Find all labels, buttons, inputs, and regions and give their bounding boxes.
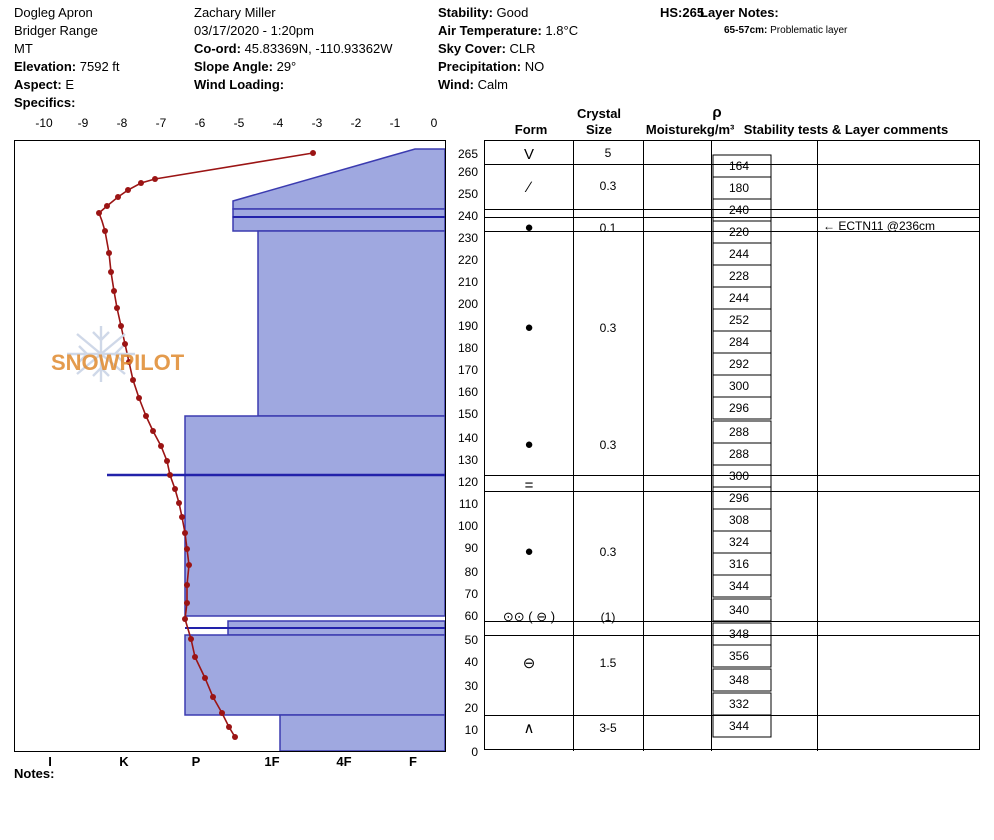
snowpilot-logo bbox=[43, 324, 223, 394]
mountain-range: Bridger Range bbox=[14, 23, 98, 38]
hardness-scale bbox=[14, 750, 446, 772]
depth-tick-230: 230 bbox=[457, 231, 478, 245]
header-column-observer bbox=[194, 4, 434, 94]
annotation-text: ECTN11 @236cm bbox=[838, 219, 935, 233]
depth-tick-10: 10 bbox=[464, 723, 478, 737]
density-value-180: 284 bbox=[728, 335, 750, 349]
aspect-value: E bbox=[65, 77, 74, 92]
header-column-layer-notes bbox=[700, 4, 990, 40]
temp-tick--8: -8 bbox=[116, 116, 128, 130]
hardness-tick-F: F bbox=[409, 754, 417, 769]
depth-axis bbox=[444, 140, 482, 759]
density-value-20: 332 bbox=[728, 697, 750, 711]
temp-tick--2: -2 bbox=[350, 116, 362, 130]
table-col-divider-2 bbox=[643, 141, 644, 751]
specifics-label: Specifics: bbox=[14, 95, 76, 110]
elevation-value: 7592 ft bbox=[79, 59, 120, 74]
hardness-tick-1F: 1F bbox=[264, 754, 280, 769]
crystal-size-7: (1) bbox=[600, 610, 616, 624]
temp-tick--6: -6 bbox=[194, 116, 206, 130]
crystal-form-8: ⊖ bbox=[522, 655, 536, 672]
depth-tick-130: 130 bbox=[457, 453, 478, 467]
depth-tick-240: 240 bbox=[457, 209, 478, 223]
temp-tick--3: -3 bbox=[311, 116, 323, 130]
density-value-10: 344 bbox=[728, 719, 750, 733]
hs-label: HS: bbox=[660, 5, 683, 20]
depth-tick-200: 200 bbox=[457, 297, 478, 311]
crystal-form-4: ● bbox=[524, 436, 534, 453]
depth-tick-140: 140 bbox=[457, 431, 478, 445]
temp-tick--10: -10 bbox=[35, 116, 53, 130]
depth-tick-100: 100 bbox=[457, 519, 478, 533]
observer-name: Zachary Miller bbox=[194, 5, 276, 20]
density-value-230: 220 bbox=[728, 225, 750, 239]
wind-loading-label: Wind Loading: bbox=[194, 77, 285, 92]
profile-header bbox=[0, 0, 994, 108]
depth-tick-50: 50 bbox=[464, 633, 478, 647]
slope-angle-value: 29° bbox=[276, 59, 297, 74]
column-header-moisture: Moisture bbox=[645, 122, 701, 137]
density-value-100: 308 bbox=[728, 513, 750, 527]
depth-tick-210: 210 bbox=[457, 275, 478, 289]
snow-profile-plot bbox=[14, 140, 446, 752]
density-value-210: 228 bbox=[728, 269, 750, 283]
precipitation-value: NO bbox=[524, 59, 545, 74]
sky-cover-value: CLR bbox=[509, 41, 536, 56]
slope-angle-label: Slope Angle: bbox=[194, 59, 273, 74]
density-value-90: 324 bbox=[728, 535, 750, 549]
layer-notes-label: Layer Notes: bbox=[700, 5, 779, 20]
density-value-120: 300 bbox=[728, 469, 750, 483]
observation-datetime: 03/17/2020 - 1:20pm bbox=[194, 23, 314, 38]
depth-tick-170: 170 bbox=[457, 363, 478, 377]
stability-annotation-ectn11 bbox=[823, 219, 935, 233]
crystal-form-1: ∕ bbox=[527, 179, 531, 196]
crystal-size-4: 0.3 bbox=[599, 438, 617, 452]
crystal-form-3: ● bbox=[524, 319, 534, 336]
notes-label: Notes: bbox=[14, 766, 55, 781]
column-header-size: Size bbox=[585, 122, 612, 137]
stability-label: Stability: bbox=[438, 5, 493, 20]
data-table-header bbox=[484, 104, 980, 140]
depth-tick-0: 0 bbox=[471, 745, 478, 759]
header-column-site bbox=[14, 4, 194, 112]
depth-tick-90: 90 bbox=[464, 541, 478, 555]
sky-cover-label: Sky Cover: bbox=[438, 41, 506, 56]
state: MT bbox=[14, 41, 33, 56]
density-value-50: 348 bbox=[728, 627, 750, 641]
table-col-divider-4 bbox=[817, 141, 818, 751]
crystal-form-7: ⊙⊙ ( ⊖ ) bbox=[502, 609, 556, 624]
temperature-scale bbox=[14, 116, 446, 140]
density-value-240: 240 bbox=[728, 203, 750, 217]
hardness-tick-P: P bbox=[191, 754, 201, 769]
density-value-70: 344 bbox=[728, 579, 750, 593]
layer-note-depth: 65-57cm: bbox=[724, 25, 768, 36]
density-value-130: 288 bbox=[728, 447, 750, 461]
density-boxes bbox=[711, 141, 817, 751]
wind-value: Calm bbox=[477, 77, 508, 92]
column-header-rho: ρ bbox=[712, 104, 722, 121]
crystal-size-1: 0.3 bbox=[599, 179, 617, 193]
temp-tick-0: 0 bbox=[430, 116, 438, 130]
depth-tick-30: 30 bbox=[464, 679, 478, 693]
density-value-250: 180 bbox=[728, 181, 750, 195]
crystal-size-2: 0.1 bbox=[599, 221, 617, 235]
density-value-200: 244 bbox=[728, 291, 750, 305]
temperature-profile-line bbox=[15, 141, 445, 751]
depth-tick-180: 180 bbox=[457, 341, 478, 355]
temp-tick--4: -4 bbox=[272, 116, 284, 130]
density-value-110: 296 bbox=[728, 491, 750, 505]
air-temperature-value: 1.8°C bbox=[545, 23, 579, 38]
depth-tick-110: 110 bbox=[458, 497, 478, 511]
column-header-crystal: Crystal bbox=[576, 106, 622, 121]
crystal-form-5: = bbox=[524, 477, 534, 494]
depth-tick-70: 70 bbox=[464, 587, 478, 601]
column-header-form: Form bbox=[514, 122, 548, 137]
density-value-190: 252 bbox=[728, 313, 750, 327]
hardness-tick-4F: 4F bbox=[336, 754, 352, 769]
depth-tick-260: 260 bbox=[457, 165, 478, 179]
site-name: Dogleg Apron bbox=[14, 5, 93, 20]
column-header-stability: Stability tests & Layer comments bbox=[743, 122, 949, 137]
depth-tick-80: 80 bbox=[464, 565, 478, 579]
crystal-size-8: 1.5 bbox=[599, 656, 617, 670]
elevation-label: Elevation: bbox=[14, 59, 77, 74]
air-temperature-label: Air Temperature: bbox=[438, 23, 542, 38]
density-value-220: 244 bbox=[728, 247, 750, 261]
crystal-form-0: V bbox=[523, 146, 534, 163]
header-column-weather bbox=[438, 4, 698, 94]
hs-value: 265 bbox=[682, 5, 705, 20]
temp-tick--7: -7 bbox=[155, 116, 167, 130]
depth-tick-265: 265 bbox=[457, 147, 478, 161]
coordinates-value: 45.83369N, -110.93362W bbox=[244, 41, 393, 56]
coordinates-label: Co-ord: bbox=[194, 41, 241, 56]
density-value-260: 164 bbox=[728, 159, 750, 173]
density-value-60: 340 bbox=[728, 603, 750, 617]
density-value-170: 292 bbox=[728, 357, 750, 371]
temp-tick--5: -5 bbox=[233, 116, 245, 130]
depth-tick-40: 40 bbox=[464, 655, 478, 669]
aspect-label: Aspect: bbox=[14, 77, 62, 92]
temp-tick--1: -1 bbox=[389, 116, 401, 130]
density-value-80: 316 bbox=[728, 557, 750, 571]
density-value-150: 296 bbox=[728, 401, 750, 415]
crystal-size-6: 0.3 bbox=[599, 545, 617, 559]
stability-value: Good bbox=[496, 5, 529, 20]
wind-label: Wind: bbox=[438, 77, 474, 92]
depth-tick-150: 150 bbox=[457, 407, 478, 421]
density-value-30: 348 bbox=[728, 673, 750, 687]
data-table bbox=[484, 140, 980, 750]
hardness-tick-I: I bbox=[48, 754, 52, 769]
depth-tick-220: 220 bbox=[457, 253, 478, 267]
depth-tick-250: 250 bbox=[457, 187, 478, 201]
layer-note-text: Problematic layer bbox=[770, 25, 848, 36]
depth-tick-190: 190 bbox=[457, 319, 478, 333]
crystal-size-9: 3-5 bbox=[599, 721, 617, 735]
column-header-density-units: kg/m³ bbox=[699, 122, 735, 137]
crystal-form-2: ● bbox=[524, 219, 534, 236]
density-value-140: 288 bbox=[728, 425, 750, 439]
density-value-40: 356 bbox=[728, 649, 750, 663]
depth-tick-20: 20 bbox=[464, 701, 478, 715]
arrow-left-icon: ← bbox=[823, 219, 835, 233]
crystal-form-6: ● bbox=[524, 543, 534, 560]
temp-tick--9: -9 bbox=[77, 116, 89, 130]
logo-text: SNOWPILOT bbox=[51, 350, 185, 375]
depth-tick-160: 160 bbox=[457, 385, 478, 399]
depth-tick-120: 120 bbox=[457, 475, 478, 489]
crystal-size-0: 5 bbox=[604, 146, 612, 160]
hardness-tick-K: K bbox=[119, 754, 129, 769]
depth-tick-60: 60 bbox=[464, 609, 478, 623]
density-value-160: 300 bbox=[728, 379, 750, 393]
precipitation-label: Precipitation: bbox=[438, 59, 522, 74]
crystal-size-3: 0.3 bbox=[599, 321, 617, 335]
crystal-form-9: ∧ bbox=[523, 720, 535, 737]
